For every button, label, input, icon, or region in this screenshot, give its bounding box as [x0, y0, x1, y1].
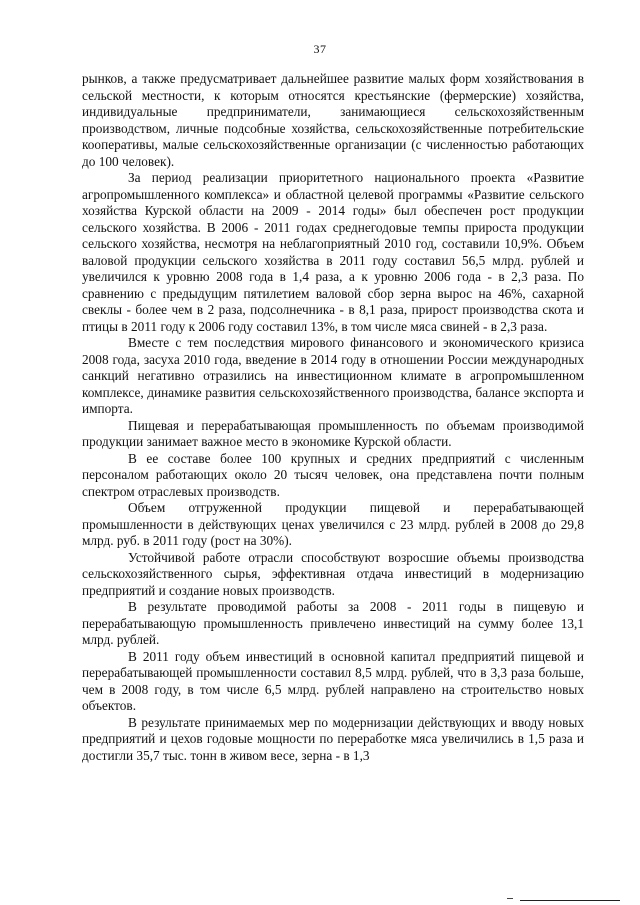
bottom-rule [520, 900, 620, 901]
paragraph: Пищевая и перерабатывающая промышленность по объемам производимой продукции занимает важное место в экономике Курской области. [82, 417, 584, 449]
paragraph: Вместе с тем последствия мирового финансового и экономического кризиса 2008 года, засуха 2010 года, введение в 2014 году в отношении России международных санкций негативно отразились на инвестиционном климате в агропромышленном комплексе, динамике развития сельскохозяйственного производства, балансе экспорта и импорта. [82, 335, 584, 416]
page-body [82, 71, 584, 764]
paragraph: Устойчивой работе отрасли способствуют возросшие объемы производства сельскохозяйственного сырья, эффективная отдача инвестиций в модернизацию предприятий и создание новых производств. [82, 549, 584, 598]
paragraph: рынков, а также предусматривает дальнейшее развитие малых форм хозяйствования в сельской местности, к которым относятся крестьянские (фермерские) хозяйства, индивидуальные предприниматели, занимающиеся сельскохозяйственным производством, личные подсобные хозяйства, сельскохозяйственные потребительские кооперативы, малые сельскохозяйственные организации (с численностью работающих до 100 человек). [82, 71, 584, 169]
paragraph: В 2011 году объем инвестиций в основной капитал предприятий пищевой и перерабатывающей промышленности составил 8,5 млрд. рублей, что в 3,3 раза больше, чем в 2008 году, в том числе 6,5 млрд. рублей направлено на строительство новых объектов. [82, 648, 584, 713]
page-number: 37 [313, 42, 327, 56]
scan-mark [507, 898, 513, 899]
paragraph: За период реализации приоритетного национального проекта «Развитие агропромышленного комплекса» и областной целевой программы «Развитие сельского хозяйства Курской области на 2009 - 2014 годы» был обеспечен рост продукции сельского хозяйства. В 2006 - 2011 годах среднегодовые темпы прироста продукции сельского хозяйства, несмотря на неблагоприятный 2010 год, составили 10,9%. Объем валовой продукции сельского хозяйства в 2011 году составил 56,5 млрд. рублей и увеличился к уровню 2008 года в 1,4 раза, а к уровню 2006 года - в 2,3 раза. По сравнению с предыдущим пятилетием валовой сбор зерна вырос на 46%, сахарной свеклы - более чем в 2 раза, подсолнечника - в 8,1 раза, прирост производства скота и птицы в 2011 году к 2006 году составил 13%, в том числе мяса свиней - в 2,3 раза. [82, 170, 584, 334]
paragraph: Объем отгруженной продукции пищевой и перерабатывающей промышленности в действующих ценах увеличился с 23 млрд. рублей в 2008 до 29,8 млрд. руб. в 2011 году (рост на 30%). [82, 500, 584, 548]
paragraph: В результате принимаемых мер по модернизации действующих и вводу новых предприятий и цехов годовые мощности по переработке мяса увеличились в 1,5 раза и достигли 35,7 тыс. тонн в живом весе, зерна - в 1,3 [82, 714, 584, 763]
paragraph: В ее составе более 100 крупных и средних предприятий с численным персоналом работающих около 20 тысяч человек, она представлена почти полным спектром отраслевых производств. [82, 450, 584, 499]
paragraph: В результате проводимой работы за 2008 - 2011 годы в пищевую и перерабатывающую промышленность привлечено инвестиций на сумму более 13,1 млрд. рублей. [82, 599, 584, 647]
